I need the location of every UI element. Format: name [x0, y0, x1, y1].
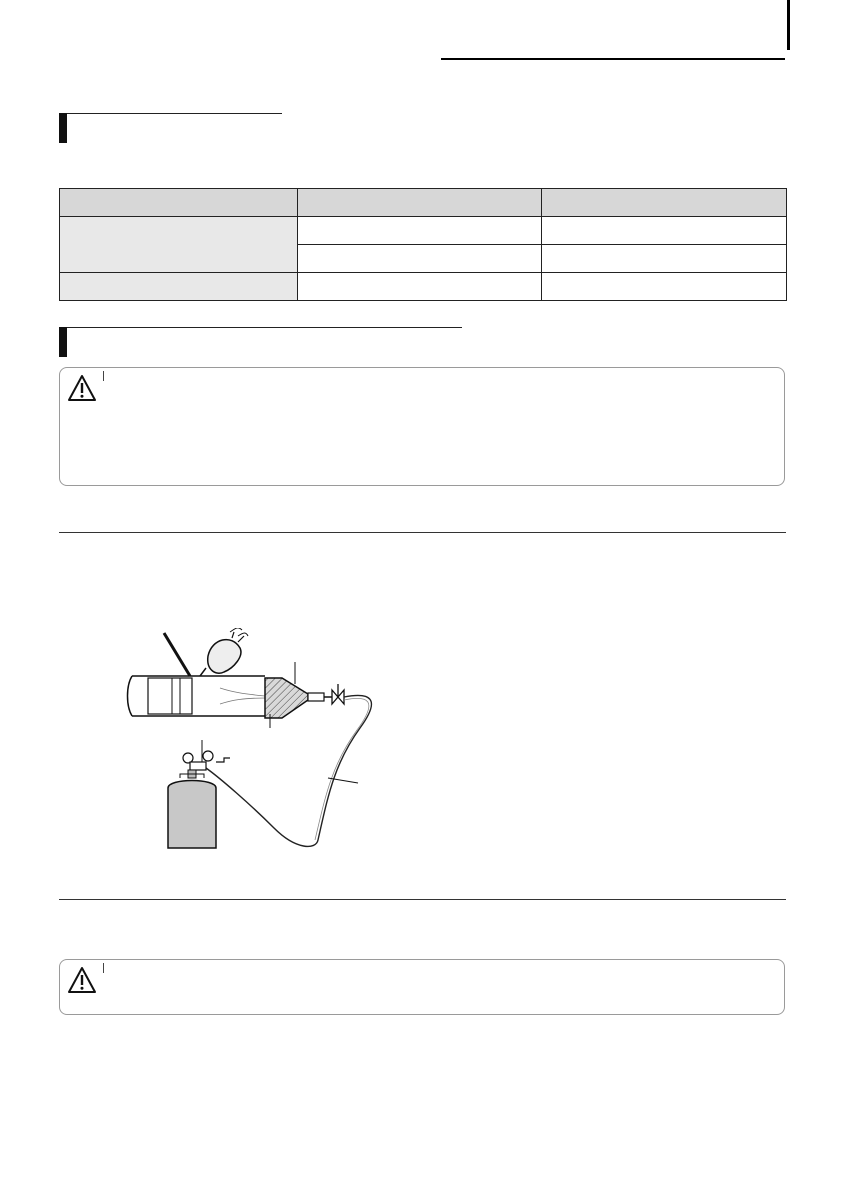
table-cell	[60, 189, 298, 217]
brazing-diagram	[120, 628, 390, 854]
table-cell	[298, 189, 542, 217]
warning-label-tick	[103, 371, 104, 381]
hose-icon	[206, 695, 371, 846]
table-row	[60, 273, 787, 301]
section-marker	[59, 327, 67, 357]
nitrogen-cylinder-icon	[168, 770, 216, 848]
divider-rule	[59, 532, 786, 533]
table-header-row	[60, 189, 787, 217]
table-cell	[298, 245, 542, 273]
warning-triangle-icon	[67, 374, 97, 402]
header-rule	[441, 58, 785, 60]
warning-box	[59, 367, 785, 486]
page-edge-bar	[787, 0, 790, 50]
section-heading-rule	[67, 327, 462, 328]
warning-box	[59, 959, 785, 1015]
warning-label-tick	[103, 963, 104, 973]
table-cell	[542, 217, 787, 245]
table-cell	[542, 245, 787, 273]
table-cell	[542, 189, 787, 217]
pipe-icon	[128, 676, 266, 716]
table-row	[60, 217, 787, 245]
table-cell	[60, 273, 298, 301]
welding-torch-icon	[200, 628, 248, 676]
table-cell	[60, 217, 298, 273]
table-cell	[298, 217, 542, 245]
divider-rule	[59, 899, 786, 900]
valve-icon	[332, 684, 344, 704]
warning-triangle-icon	[67, 966, 97, 994]
table-cell	[298, 273, 542, 301]
spec-table	[59, 188, 787, 301]
pressure-regulator-icon	[183, 740, 230, 770]
table-cell	[542, 273, 787, 301]
section-marker	[59, 113, 67, 143]
filler-rod-icon	[164, 633, 190, 676]
section-heading-rule	[67, 113, 282, 114]
pipe-plug-icon	[265, 678, 308, 718]
